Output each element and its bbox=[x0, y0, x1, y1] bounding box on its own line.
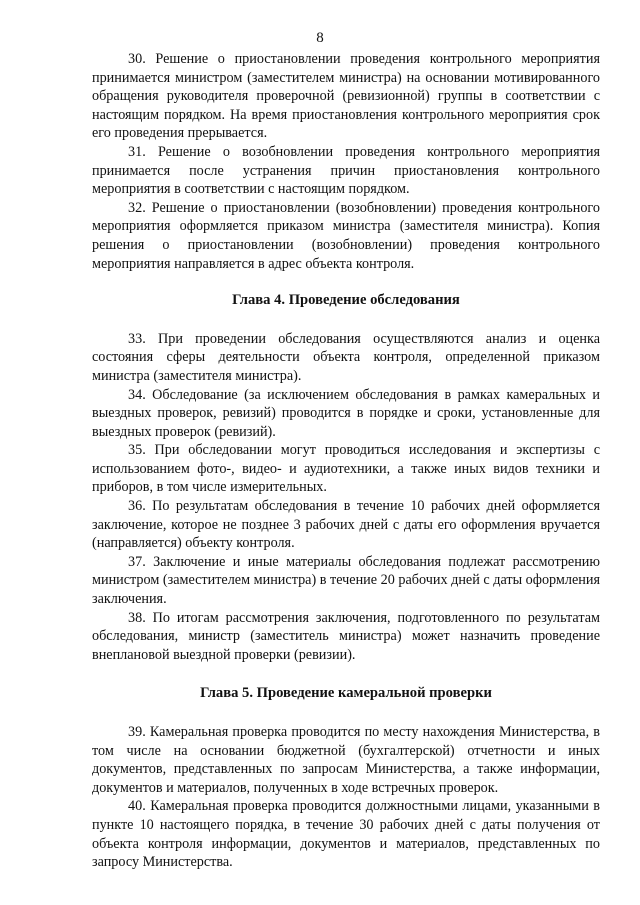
paragraph-30: 30. Решение о приостановлении проведения контрольного мероприятия принимается министром (заместителем министра) на основании мотивированного обращения руководителя проверочной (ревизионной) группы в соответствии с настоящим порядком. На время приостановления контрольного мероприятия срок его проведения прерывается. bbox=[92, 51, 600, 142]
chapter-5-heading: Глава 5. Проведение камеральной проверки bbox=[200, 685, 492, 702]
paragraph-32: 32. Решение о приостановлении (возобновлении) проведения контрольного мероприятия оформляется приказом министра (заместителя министра). Копия решения о приостановлении (возобновлении) проведения контрольного мероприятия направляется в адрес объекта контроля. bbox=[92, 199, 600, 272]
paragraph-36: 36. По результатам обследования в течение 10 рабочих дней оформляется заключение, которое не позднее 3 рабочих дней с даты его оформления вручается (направляется) объекту контроля. bbox=[92, 498, 600, 552]
paragraph-31: 31. Решение о возобновлении проведения контрольного мероприятия принимается после устранения причин приостановления контрольного мероприятия в соответствии с настоящим порядком. bbox=[92, 143, 600, 198]
paragraph-35: 35. При обследовании могут проводиться исследования и экспертизы с использованием фото-, видео- и аудиотехники, а также иных видов техники и приборов, в том числе измерительных. bbox=[92, 442, 600, 496]
paragraph-33: 33. При проведении обследования осуществляются анализ и оценка состояния сферы деятельности объекта контроля, определенной приказом министра (заместителя министра). bbox=[92, 330, 600, 384]
paragraph-34: 34. Обследование (за исключением обследования в рамках камеральных и выездных проверок, ревизий) проводится в порядке и сроки, установленные для выездных проверок (ревизий). bbox=[92, 386, 600, 440]
paragraph-37: 37. Заключение и иные материалы обследования подлежат рассмотрению министром (заместителем министра) в течение 20 рабочих дней с даты оформления заключения. bbox=[92, 553, 600, 608]
paragraph-38: 38. По итогам рассмотрения заключения, подготовленного по результатам обследования, министр (заместитель министра) может назначить проведение внеплановой выездной проверки (ревизии). bbox=[92, 609, 600, 663]
paragraph-40: 40. Камеральная проверка проводится должностными лицами, указанными в пункте 10 настоящего порядка, в течение 30 рабочих дней с даты получения от объекта контроля информации, документов и материалов, представленных по запросу Министерства. bbox=[92, 798, 600, 871]
paragraph-39: 39. Камеральная проверка проводится по месту нахождения Министерства, в том числе на основании бюджетной (бухгалтерской) отчетности и иных документов, представленных по запросам Министерства, а также информации, документов и материалов, полученных в ходе встречных проверок. bbox=[92, 724, 600, 796]
document-body bbox=[92, 50, 600, 872]
chapter-4-heading: Глава 4. Проведение обследования bbox=[232, 292, 460, 309]
page-number: 8 bbox=[316, 30, 324, 46]
